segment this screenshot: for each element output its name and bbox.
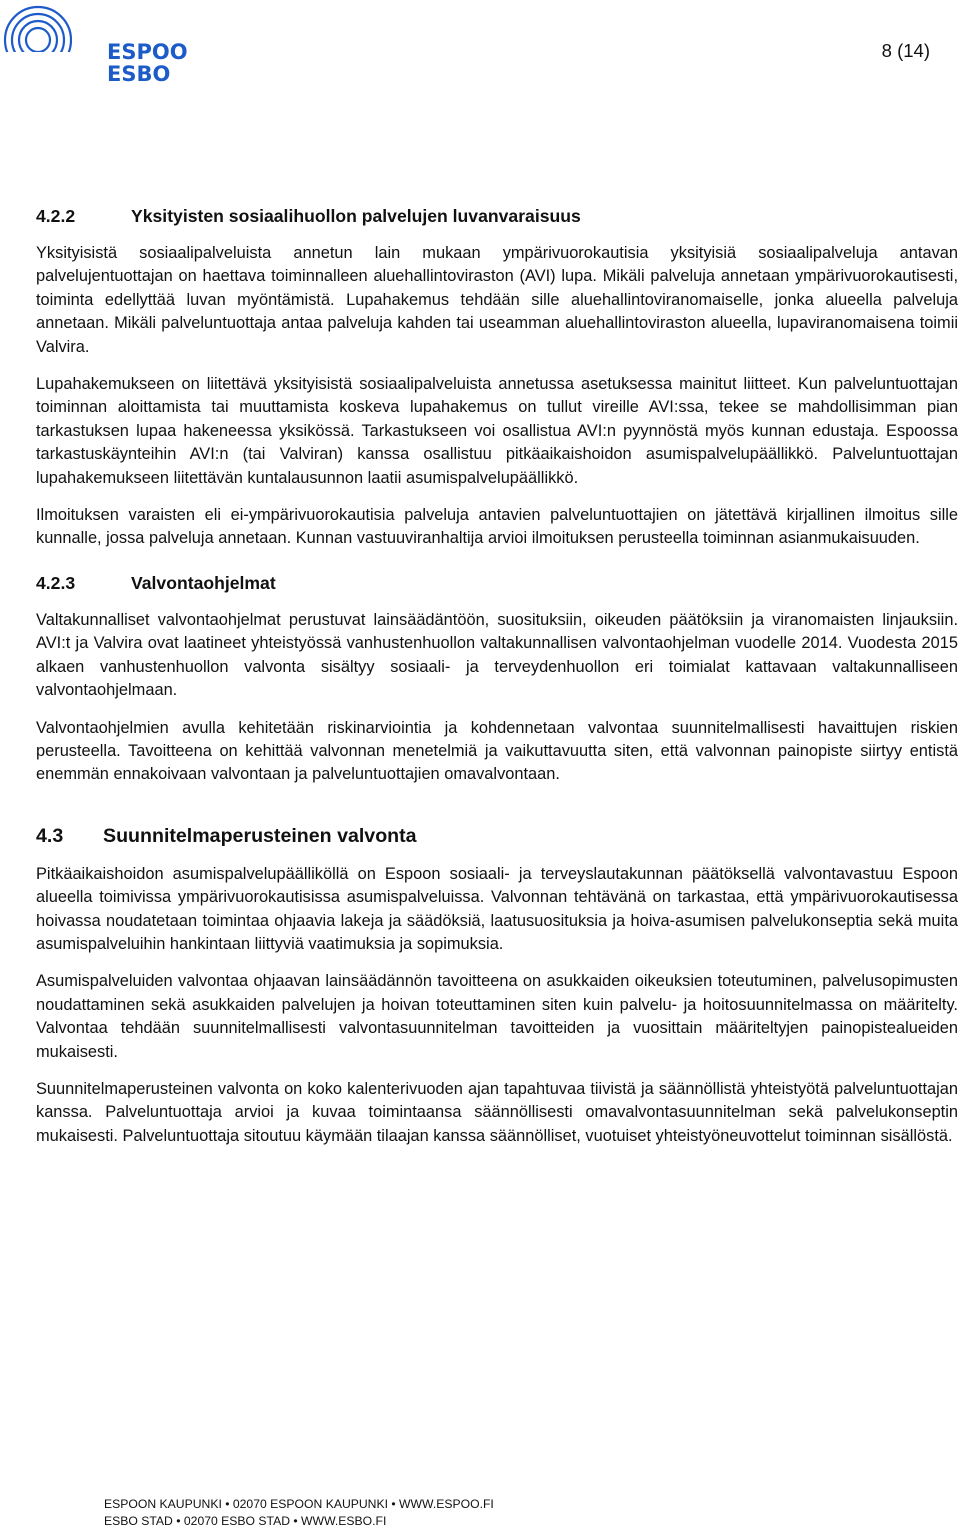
paragraph: Yksityisistä sosiaalipalveluista annetun lain mukaan ympärivuorokautisia yksityisiä sosiaalipalveluja antavan palvelujentuottajan on haettava toiminnalleen aluehallintoviraston (AVI) lupa. Mikäli palveluja annetaan ympärivuorokautisesti, toiminta edellyttää luvan myöntämistä. Lupahakemus tehdään sille aluehallintoviranomaiselle, jonka alueella palveluja annetaan. Mikäli palveluntuottaja antaa palveluja kahden tai useamman aluehallintoviraston alueella, lupaviranomaisena toimii Valvira. bbox=[36, 244, 958, 356]
page-footer bbox=[104, 1496, 494, 1530]
section-heading-4-2-2 bbox=[36, 204, 958, 228]
section-heading-4-3 bbox=[36, 823, 958, 849]
section-title: Yksityisten sosiaalihuollon palvelujen luvanvaraisuus bbox=[131, 206, 581, 226]
document-body bbox=[36, 204, 958, 1148]
paragraph: Lupahakemukseen on liitettävä yksityisistä sosiaalipalveluista annetussa asetuksessa mainitut liitteet. Kun palveluntuottajan toiminnan aloittamista tai muuttamista koskeva lupahakemus on tullut vireille AVI:ssa, tekee se mahdollisimman pian tarkastuksen lupaa hakeneessa yksikössä. Tarkastukseen voi osallistua AVI:n pyynnöstä myös kunnan edustaja. Espoossa tarkastuskäynteihin AVI:n (tai Valviran) kanssa osallistuu pitkäaikaishoidon asumispalvelupäällikkö. Palveluntuottajan lupahakemukseen liitettävän kuntalausunnon laatii asumispalvelupäällikkö. bbox=[36, 375, 958, 487]
paragraph: Pitkäaikaishoidon asumispalvelupäälliköllä on Espoon sosiaali- ja terveyslautakunnan päätöksellä valvontavastuu Espoon alueella toimivissa ympärivuorokautisissa asumispalveluissa. Valvonnan tehtävänä on tarkastaa, että ympärivuorokautisessa hoivassa noudatetaan toimintaa ohjaavia lakeja ja säädöksiä, laatusuosituksia ja hoiva-asumisen palvelukonseptia sekä muita asumispalveluihin hankintaan liittyviä vaatimuksia ja sopimuksia. bbox=[36, 864, 958, 953]
section-number: 4.2.2 bbox=[36, 206, 76, 226]
section-number: 4.2.3 bbox=[36, 572, 76, 593]
footer-line-swedish: ESBO STAD • 02070 ESBO STAD • WWW.ESBO.FI bbox=[104, 1514, 387, 1528]
section-heading-4-2-3 bbox=[36, 571, 958, 595]
footer-line-finnish: ESPOON KAUPUNKI • 02070 ESPOON KAUPUNKI • WWW.ESPOO.FI bbox=[104, 1497, 494, 1511]
paragraph: Ilmoituksen varaisten eli ei-ympärivuorokautisia palveluja antavien palveluntuottajien on jätettävä kirjallinen ilmoitus sille kunnalle, jossa palveluja annetaan. Kunnan vastuuviranhaltija arvioi ilmoituksen perusteella toiminnan asianmukaisuuden. bbox=[36, 506, 958, 548]
paragraph: Valtakunnalliset valvontaohjelmat perustuvat lainsäädäntöön, suosituksiin, oikeuden päätöksiin ja viranomaisten linjauksiin. AVI:t ja Valvira ovat laatineet yhteistyössä vanhustenhuollon valtakunnallisen valvontaohjelman vuodelle 2014. Vuodesta 2015 alkaen vanhustenhuollon valvonta sisältyy sosiaali- ja terveydenhuollon eri toimialat kattavaan valtakunnalliseen valvontaohjelmaan. bbox=[36, 610, 958, 700]
paragraph: Asumispalveluiden valvontaa ohjaavan lainsäädännön tavoitteena on asukkaiden oikeuksien toteutuminen, palvelusopimusten noudattaminen sekä asukkaiden palvelujen ja hoivan toteuttaminen siten kuin palvelu- ja hoitosuunnitelmassa on määritelty. Valvontaa tehdään suunnitelmallisesti valvontasuunnitelman tavoitteiden ja vuosittain määriteltyjen painopistealueiden mukaisesti. bbox=[36, 972, 958, 1061]
section-number: 4.3 bbox=[36, 824, 64, 847]
logo-text-esbo: ESBO bbox=[107, 62, 171, 86]
section-title: Valvontaohjelmat bbox=[131, 572, 276, 593]
section-title: Suunnitelmaperusteinen valvonta bbox=[103, 824, 417, 847]
page-number: 8 (14) bbox=[881, 40, 930, 61]
logo-text-espoo: ESPOO bbox=[107, 40, 188, 64]
paragraph: Valvontaohjelmien avulla kehitetään riskinarviointia ja kohdennetaan valvontaa suunnitelmallisesti havaittujen riskien perusteella. Tavoitteena on kehittää valvonnan menetelmiä ja vaikuttavuutta siten, että valvonnan painopiste siirtyy entistä enemmän ennakoivaan valvontaan ja palveluntuottajien omavalvontaan. bbox=[36, 718, 958, 784]
paragraph: Suunnitelmaperusteinen valvonta on koko kalenterivuoden ajan tapahtuvaa tiivistä ja säännöllistä yhteistyötä palveluntuottajan kanssa. Palveluntuottaja arvioi ja kuvaa toimintaansa säännöllisesti omavalvontasuunnitelman sekä palvelukonseptin mukaisesti. Palveluntuottaja sitoutuu käymään tilaajan kanssa säännölliset, vuotuiset yhteistyöneuvottelut toiminnan sisällöstä. bbox=[36, 1079, 958, 1145]
espoo-esbo-logo bbox=[0, 0, 200, 95]
